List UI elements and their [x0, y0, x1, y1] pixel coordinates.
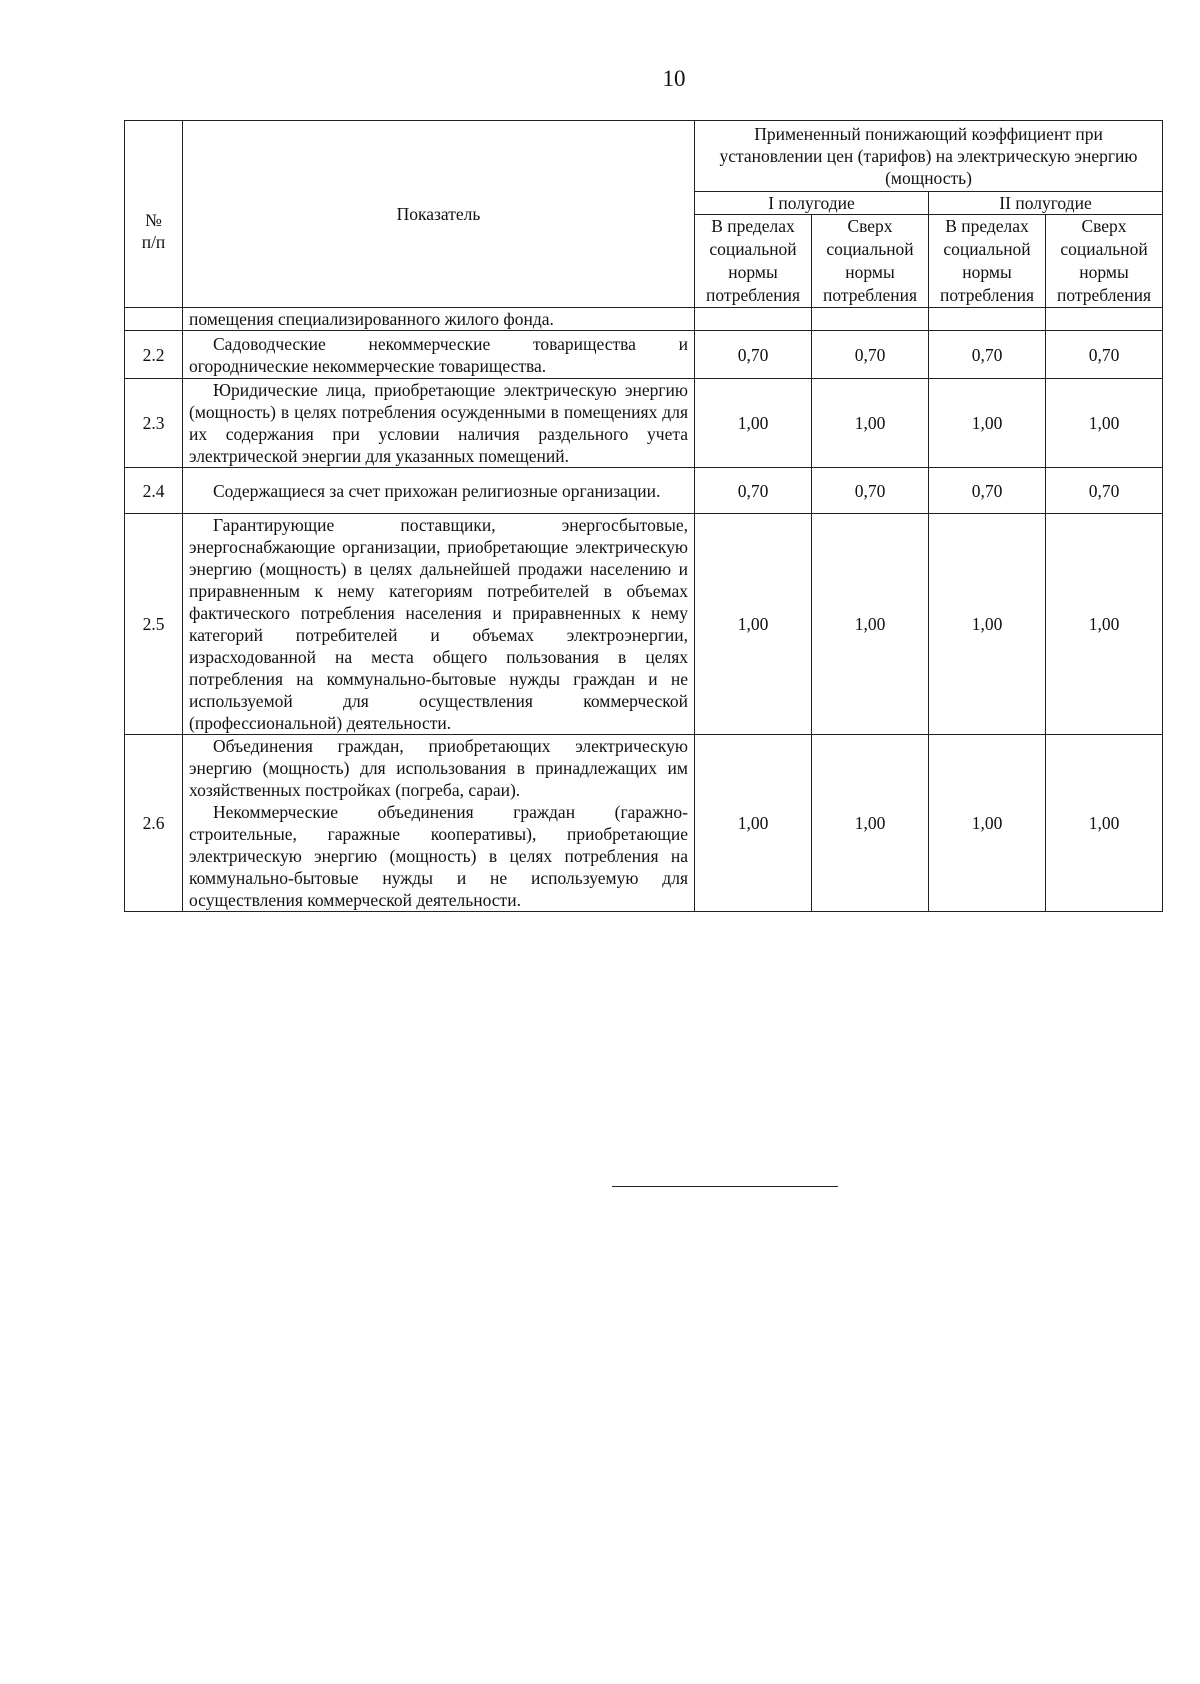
- row-num: 2.6: [125, 735, 183, 912]
- row-value: 1,00: [695, 379, 812, 468]
- header-row-1: [125, 121, 1163, 192]
- row-value: 1,00: [812, 735, 929, 912]
- table-row: [125, 468, 1163, 514]
- row-value: 1,00: [695, 735, 812, 912]
- half2-header: II полугодие: [929, 192, 1163, 215]
- row-value: 1,00: [929, 379, 1046, 468]
- row-value: 0,70: [929, 331, 1046, 379]
- row-text: помещения специализированного жилого фонда.: [189, 309, 554, 329]
- table-row: [125, 735, 1163, 912]
- row-value: 1,00: [929, 735, 1046, 912]
- row-num: 2.2: [125, 331, 183, 379]
- row-text: Садоводческие некоммерческие товарищества и огороднические некоммерческие товарищества.: [189, 333, 688, 376]
- row-indicator: [183, 468, 695, 514]
- row-value: 0,70: [812, 331, 929, 379]
- row-num: 2.4: [125, 468, 183, 514]
- coefficient-header: Примененный понижающий коэффициент при установлении цен (тарифов) на электрическую энергию (мощность): [695, 121, 1163, 192]
- row-value: [812, 308, 929, 331]
- table-row: [125, 514, 1163, 735]
- table-row: [125, 331, 1163, 379]
- row-value: [695, 308, 812, 331]
- row-value: 0,70: [1046, 468, 1163, 514]
- row-value: 1,00: [812, 514, 929, 735]
- row-value: 1,00: [1046, 379, 1163, 468]
- row-indicator: [183, 331, 695, 379]
- row-indicator: [183, 514, 695, 735]
- row-value: 1,00: [1046, 514, 1163, 735]
- row-indicator: [183, 308, 695, 331]
- row-value: 0,70: [1046, 331, 1163, 379]
- row-value: 0,70: [695, 331, 812, 379]
- row-indicator: [183, 735, 695, 912]
- half1-within-norm-header: В пределах социальной нормы потребления: [695, 215, 812, 308]
- row-text: Объединения граждан, приобретающих электрическую энергию (мощность) для использования в принадлежащих им хозяйственных постройках (погреба, сараи).: [189, 736, 688, 800]
- table-row: [125, 308, 1163, 331]
- row-indicator: [183, 379, 695, 468]
- row-text: Гарантирующие поставщики, энергосбытовые, энергоснабжающие организации, приобретающие электрическую энергию (мощность) в целях дальнейшей продажи населению и приравненным к нему категориям потребителей в объемах фактического потребления населения и приравненных к нему категорий потребителей и объемах электроэнергии, израсходованной на места общего пользования в целях потребления на коммунально-бытовые нужды граждан и не используемой для осуществления коммерческой (профессиональной) деятельности.: [189, 515, 688, 733]
- table-row: [125, 379, 1163, 468]
- half1-header: I полугодие: [695, 192, 929, 215]
- coefficients-table: [124, 120, 1163, 912]
- row-num: [125, 308, 183, 331]
- row-text: Юридические лица, приобретающие электрическую энергию (мощность) в целях потребления осужденными в помещениях для их содержания при условии наличия раздельного учета электрической энергии для указанных помещений.: [189, 380, 688, 466]
- row-num: 2.5: [125, 514, 183, 735]
- half1-above-norm-header: Сверх социальной нормы потребления: [812, 215, 929, 308]
- row-value: [929, 308, 1046, 331]
- page-number: 10: [662, 66, 686, 91]
- row-value: 0,70: [812, 468, 929, 514]
- num-header: № п/п: [125, 121, 183, 308]
- indicator-header: Показатель: [183, 121, 695, 308]
- row-num: 2.3: [125, 379, 183, 468]
- end-divider-line: [612, 1186, 838, 1187]
- row-value: 1,00: [929, 514, 1046, 735]
- row-value: [1046, 308, 1163, 331]
- row-value: 1,00: [812, 379, 929, 468]
- half2-within-norm-header: В пределах социальной нормы потребления: [929, 215, 1046, 308]
- row-value: 0,70: [695, 468, 812, 514]
- row-value: 1,00: [1046, 735, 1163, 912]
- row-value: 1,00: [695, 514, 812, 735]
- row-text: Содержащиеся за счет прихожан религиозные организации.: [213, 480, 661, 501]
- row-text: Некоммерческие объединения граждан (гаражно-строительные, гаражные кооперативы), приобретающие электрическую энергию (мощность) в целях потребления на коммунально-бытовые нужды и не используемую для осуществления коммерческой деятельности.: [189, 802, 688, 910]
- half2-above-norm-header: Сверх социальной нормы потребления: [1046, 215, 1163, 308]
- row-value: 0,70: [929, 468, 1046, 514]
